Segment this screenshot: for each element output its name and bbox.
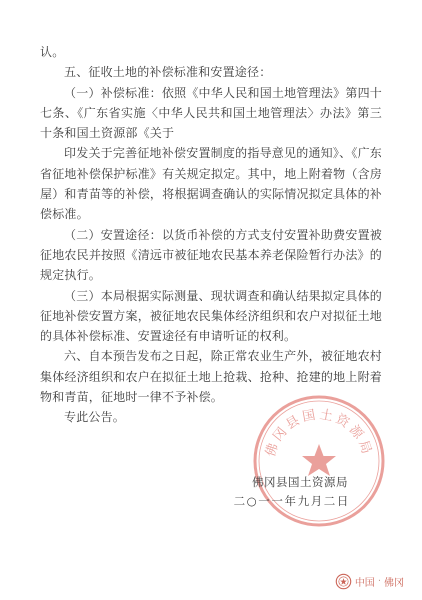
emblem-icon (335, 573, 352, 590)
section-six-paragraph: 六、自本预告发布之日起，除正常农业生产外，被征地农村集体经济组织和农户在拟征土地上抢栽、抢种、抢建的地上附着物和青苗，征地时一律不予补偿。 (40, 349, 382, 405)
paragraph-continuation: 认。 (40, 45, 65, 59)
hearing-rights-paragraph: （三）本局根据实际测量、现状调查和确认结果拟定具体的征地补偿安置方案，被征地农民集体经济组织和农户对拟征土地的具体补偿标准、安置途径有申请听证的权利。 (40, 288, 382, 344)
section-five-heading: 五、征收土地的补偿标准和安置途径： (64, 65, 272, 80)
signature-organization: 佛冈县国土资源局 (252, 475, 348, 489)
compensation-standard-paragraph-cont: 印发关于完善征地补偿安置制度的指导意见的通知》、《广东省征地补偿保护标准》有关规定拟定。其中，地上附着物（含房屋）和青苗等的补偿，将根据调查确认的实际情况拟定具体的补偿标准。 (40, 146, 382, 222)
watermark-site: 中国 (354, 578, 375, 589)
compensation-standard-paragraph: （一）补偿标准：依照《中华人民和国土地管理法》第四十七条、《广东省实施〈中华人民共和国土地管理法〉办法》第三十条和国土资源部《关于 (40, 85, 382, 141)
watermark-separator: · (377, 576, 381, 587)
site-watermark (335, 573, 404, 590)
seal-arc-text: 佛冈县国土资源局 (263, 407, 375, 459)
resettlement-paragraph: （二）安置途径：以货币补偿的方式支付安置补助费安置被征地农民并按照《清远市被征地农民基本养老保险暂行办法》的规定执行。 (40, 227, 382, 283)
watermark-region: 佛冈 (384, 578, 404, 589)
closing-line: 专此公告。 (64, 410, 126, 425)
official-seal-icon (250, 392, 388, 530)
signature-date: 二○一一年九月二日 (233, 494, 350, 508)
